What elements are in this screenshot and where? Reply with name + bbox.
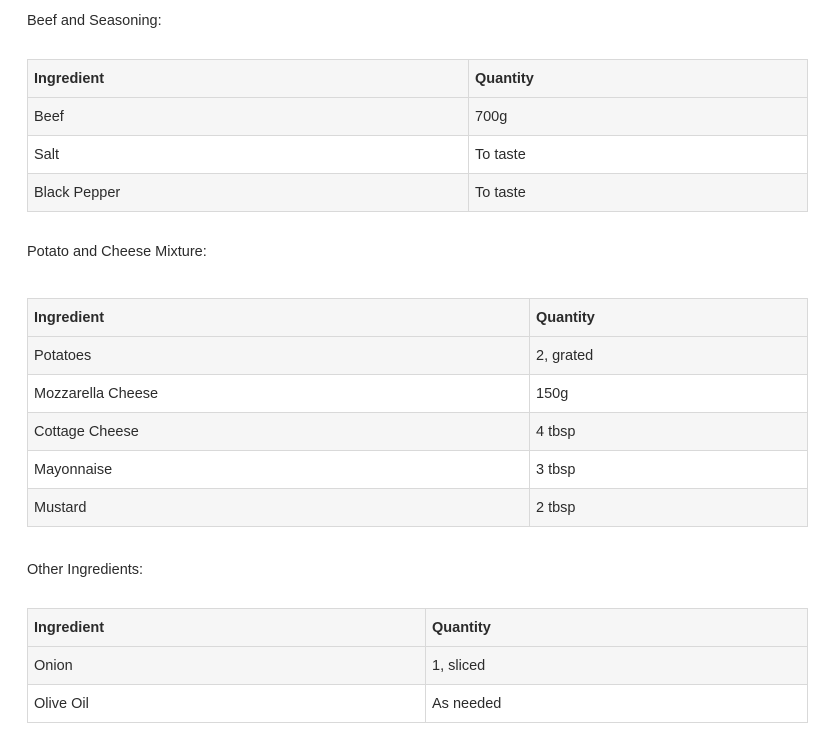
quantity-cell: To taste	[469, 136, 808, 174]
table-header-row	[28, 299, 808, 337]
section-title-potato-and-cheese-mixture: Potato and Cheese Mixture:	[27, 244, 207, 260]
quantity-cell: 150g	[530, 375, 808, 413]
column-header-ingredient: Ingredient	[28, 609, 426, 647]
quantity-cell: To taste	[469, 174, 808, 212]
table-row	[28, 647, 808, 685]
table-row	[28, 337, 808, 375]
quantity-cell: 3 tbsp	[530, 451, 808, 489]
table-header-row	[28, 60, 808, 98]
column-header-quantity: Quantity	[469, 60, 808, 98]
ingredient-cell: Mozzarella Cheese	[28, 375, 530, 413]
ingredient-cell: Mustard	[28, 489, 530, 527]
column-header-quantity: Quantity	[426, 609, 808, 647]
ingredient-cell: Potatoes	[28, 337, 530, 375]
quantity-cell: 2, grated	[530, 337, 808, 375]
quantity-cell: 2 tbsp	[530, 489, 808, 527]
table-beef-and-seasoning	[27, 59, 808, 212]
quantity-cell: As needed	[426, 685, 808, 723]
section-title-beef-and-seasoning: Beef and Seasoning:	[27, 13, 162, 29]
ingredient-cell: Onion	[28, 647, 426, 685]
column-header-quantity: Quantity	[530, 299, 808, 337]
table-row	[28, 375, 808, 413]
column-header-ingredient: Ingredient	[28, 60, 469, 98]
column-header-ingredient: Ingredient	[28, 299, 530, 337]
ingredient-cell: Cottage Cheese	[28, 413, 530, 451]
table-row	[28, 136, 808, 174]
ingredient-cell: Salt	[28, 136, 469, 174]
table-row	[28, 413, 808, 451]
table-row	[28, 451, 808, 489]
table-row	[28, 489, 808, 527]
quantity-cell: 700g	[469, 98, 808, 136]
table-header-row	[28, 609, 808, 647]
table-potato-and-cheese-mixture	[27, 298, 808, 527]
table-row	[28, 685, 808, 723]
table-other-ingredients	[27, 608, 808, 723]
quantity-cell: 1, sliced	[426, 647, 808, 685]
ingredient-cell: Olive Oil	[28, 685, 426, 723]
ingredient-cell: Beef	[28, 98, 469, 136]
section-title-other-ingredients: Other Ingredients:	[27, 562, 144, 578]
ingredient-cell: Black Pepper	[28, 174, 469, 212]
quantity-cell: 4 tbsp	[530, 413, 808, 451]
table-row	[28, 98, 808, 136]
ingredient-cell: Mayonnaise	[28, 451, 530, 489]
table-row	[28, 174, 808, 212]
